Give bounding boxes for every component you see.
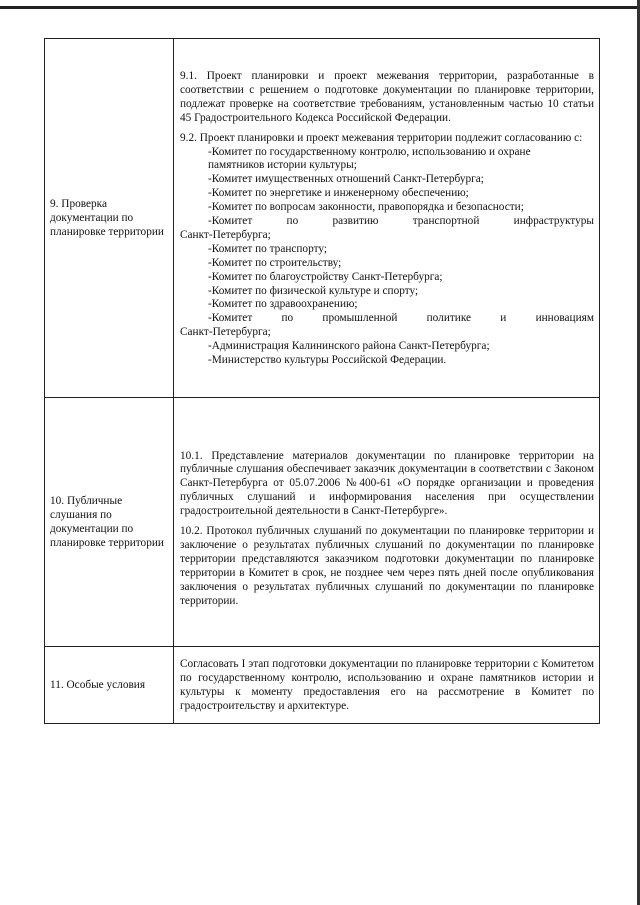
clause-10-2: 10.2. Протокол публичных слушаний по документации по планировке территории и заключение о результатах публичных слушаний по документации по планировке территории представляются заказчиком подготовки документации по планировке территории в Комитет в срок, не позднее чем через пять дней после опубликования заключения о результатах публичных слушаний по документации по планировке территории. — [180, 525, 594, 607]
row-11-content — [174, 647, 600, 724]
list-item-continuation: Санкт-Петербурга; — [180, 228, 271, 241]
clause-9-2: 9.2. Проект планировки и проект межевания территории подлежит согласованию с: — [180, 131, 583, 144]
top-edge-rule — [0, 6, 640, 9]
requirements-table — [44, 38, 600, 724]
list-item: памятников истории культуры; — [208, 159, 357, 172]
row-10-content — [174, 398, 600, 647]
row-10-label: 10. Публичные слушания по документации по планировке территории — [45, 398, 174, 647]
list-item: -Министерство культуры Российской Федерации. — [208, 354, 447, 367]
list-item: -Комитет по строительству; — [208, 256, 342, 269]
list-item-continuation: Санкт-Петербурга; — [180, 326, 271, 339]
list-item: -Комитет по транспорту; — [208, 242, 328, 255]
row-9-label: 9. Проверка документации по планировке территории — [45, 39, 174, 398]
row-11-label: 11. Особые условия — [45, 647, 174, 724]
list-item: -Комитет по энергетике и инженерному обеспечению; — [208, 187, 469, 200]
list-item: -Администрация Калининского района Санкт-Петербурга; — [208, 340, 490, 353]
list-item: -Комитет по благоустройству Санкт-Петербурга; — [208, 270, 443, 283]
special-conditions-text: Согласовать I этап подготовки документации по планировке территории с Комитетом по государственному контролю, использованию и охране памятников истории и культуры к моменту предоставления его на рассмотрение в Комитет по градостроительству и архитектуре. — [180, 658, 594, 712]
row-9-content — [174, 39, 600, 398]
clause-9-1: 9.1. Проект планировки и проект межевания территории, разработанные в соответствии с решением о подготовке документации по планировке территории, подлежат проверке на соответствие требованиям, установленным частью 10 статьи 45 Градостроительного Кодекса Российской Федерации. — [180, 69, 594, 124]
clause-10-1: 10.1. Представление материалов документации по планировке территории на публичные слушания обеспечивает заказчик документации в соответствии с Законом Санкт-Петербурга от 05.07.2006 №400-61 «О порядке организации и проведения публичных слушаний и информирования населения при осуществлении градостроительной деятельности в Санкт-Петербурге». — [180, 449, 594, 518]
list-item: -Комитет по здравоохранению; — [208, 298, 358, 311]
table-row-9 — [45, 39, 600, 398]
table-row-10 — [45, 398, 600, 647]
list-item: -Комитет по государственному контролю, использованию и охране — [208, 145, 531, 158]
list-item: -Комитет по промышленной политике и инновациям — [208, 312, 594, 325]
list-item: -Комитет по развитию транспортной инфраструктуры — [208, 215, 594, 228]
list-item: -Комитет по вопросам законности, правопорядка и безопасности; — [208, 201, 524, 214]
table-row-11 — [45, 647, 600, 724]
list-item: -Комитет имущественных отношений Санкт-Петербурга; — [208, 173, 484, 186]
list-item: -Комитет по физической культуре и спорту; — [208, 284, 419, 297]
